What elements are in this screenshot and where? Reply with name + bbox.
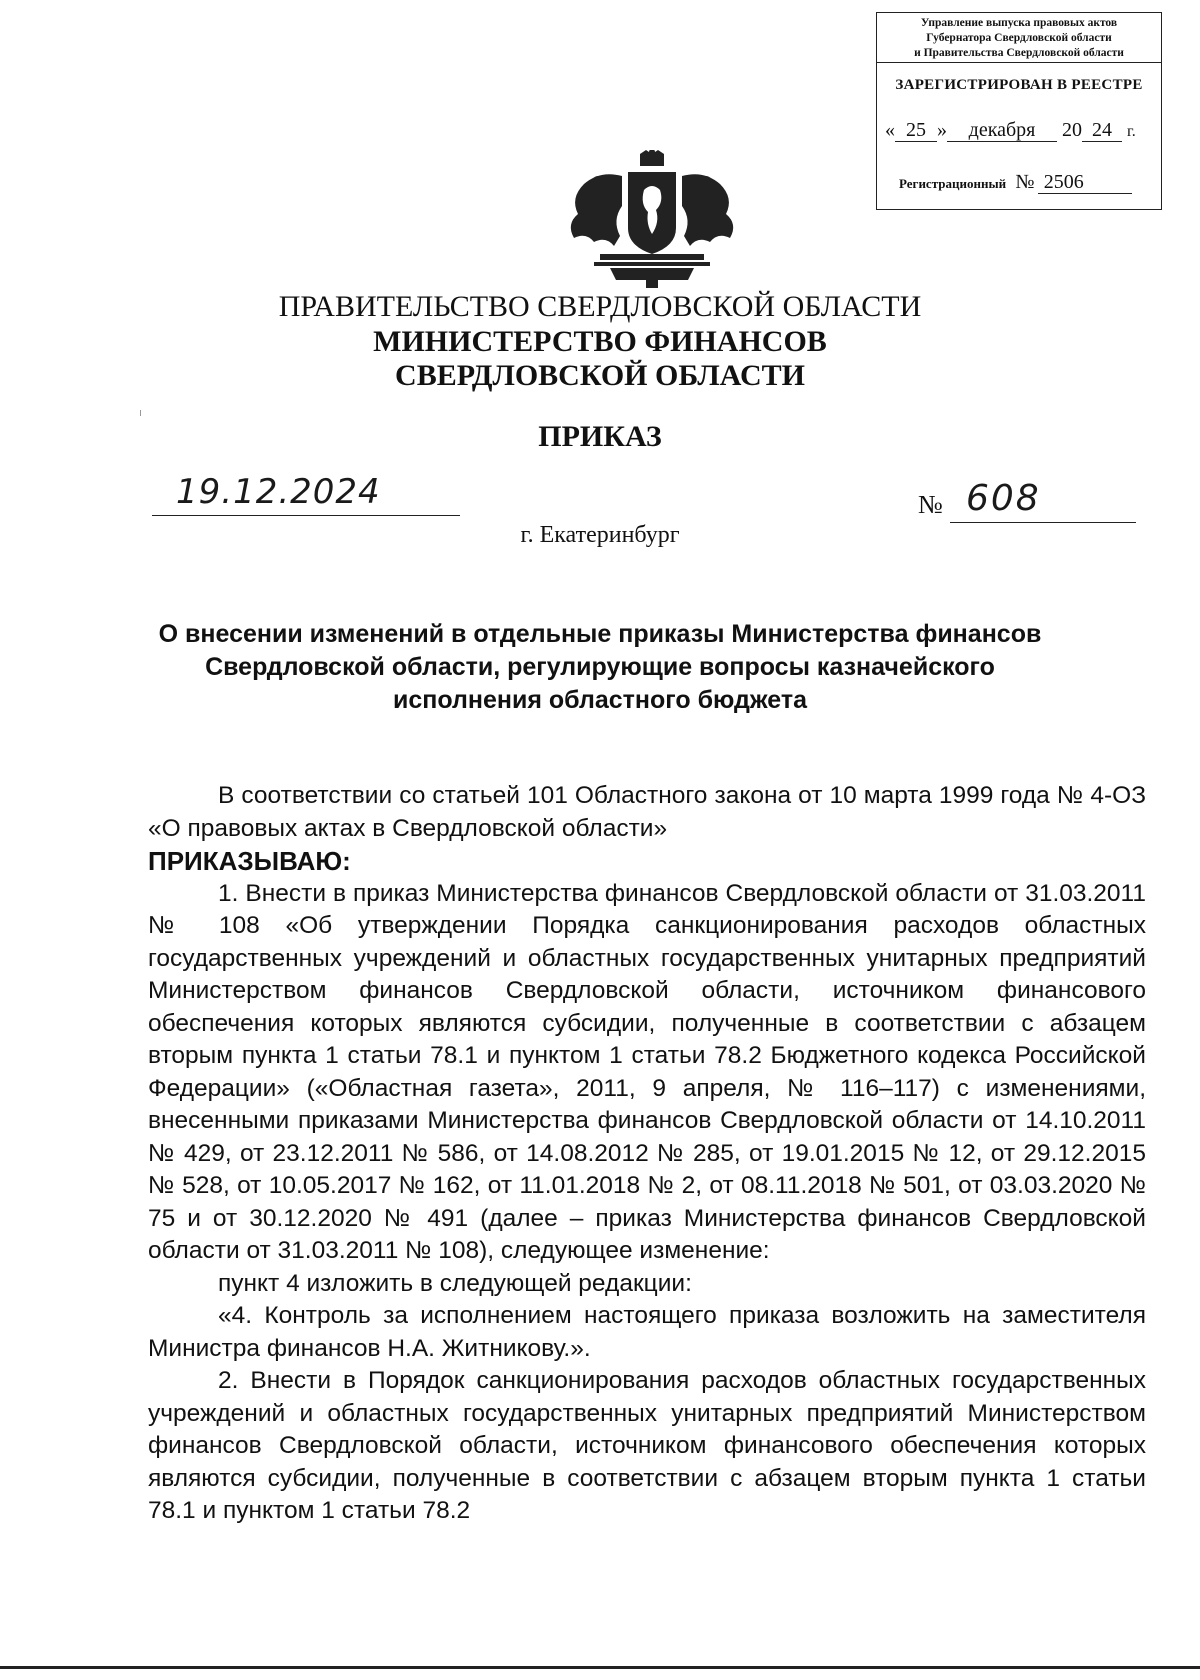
stamp-reg-number xyxy=(899,171,1132,194)
stamp-day: 25 xyxy=(895,119,937,142)
stamp-header-line: Управление выпуска правовых актов xyxy=(920,17,1118,29)
stamp-year-mark: г. xyxy=(1127,123,1136,140)
order-word: ПРИКАЗЫВАЮ: xyxy=(148,846,351,876)
ministry-heading-line2: СВЕРДЛОВСКОЙ ОБЛАСТИ xyxy=(395,359,805,392)
date-underline xyxy=(152,515,460,516)
item-1-quote: «4. Контроль за исполнением настоящего приказа возложить на заместителя Министра финансов Н.А. Житникову.». xyxy=(148,1302,1146,1362)
city: г. Екатеринбург xyxy=(520,522,680,548)
order-number: 608 xyxy=(966,478,1041,519)
stamp-header-line: Губернатора Свердловской области xyxy=(926,32,1112,44)
stamp-year-prefix: 20 xyxy=(1062,119,1082,141)
order-date: 19.12.2024 xyxy=(176,472,381,512)
stamp-reg-value: 2506 xyxy=(1038,171,1132,194)
document-title: О внесении изменений в отдельные приказы Министерства финансов Свердловской области, регулирующие вопросы казначейского исполнения областного бюджета xyxy=(158,620,1042,714)
registration-stamp xyxy=(876,12,1162,210)
stamp-month: декабря xyxy=(947,119,1057,142)
stamp-header-line: и Правительства Свердловской области xyxy=(914,47,1124,59)
item-1-paragraph: 1. Внести в приказ Министерства финансов Свердловской области от 31.03.2011 № 108 «Об утверждении Порядка санкционирования расходов областных государственных учреждений и областных государственных унитарных предприятий Министерством финансов Свердловской области, источником финансового обеспечения которых являются субсидии, полученные в соответствии с абзацем вторым пункта 1 статьи 78.1 и пунктом 1 статьи 78.2 Бюджетного кодекса Российской Федерации» («Областная газета», 2011, 9 апреля, № 116–117) с изменениями, внесенными приказами Министерства финансов Свердловской области от 14.10.2011 № 429, от 23.12.2011 № 586, от 14.08.2012 № 285, от 19.01.2015 № 12, от 29.12.2015 № 528, от 10.05.2017 № 162, от 11.01.2018 № 2, от 08.11.2018 № 501, от 03.03.2020 № 75 и от 30.12.2020 № 491 (далее – приказ Министерства финансов Свердловской области от 31.03.2011 № 108), следующее изменение: xyxy=(148,879,1146,1264)
preamble-paragraph: В соответствии со статьей 101 Областного закона от 10 марта 1999 года № 4-ОЗ «О правовых актах в Свердловской области» xyxy=(148,782,1146,842)
stamp-year-suffix: 24 xyxy=(1082,119,1122,142)
document-body xyxy=(148,780,1146,1528)
stamp-quote-close: » xyxy=(937,119,947,141)
margin-mark xyxy=(140,410,141,416)
item-2-paragraph: 2. Внести в Порядок санкционирования расходов областных государственных учреждений и областных государственных унитарных предприятий Министерством финансов Свердловской области, источником финансового обеспечения которых являются субсидии, полученные в соответствии с абзацем вторым пункта 1 статьи 78.1 и пунктом 1 статьи 78.2 xyxy=(148,1367,1146,1524)
ministry-heading-line1: МИНИСТЕРСТВО ФИНАНСОВ xyxy=(373,325,827,358)
page-bottom-edge xyxy=(0,1666,1200,1669)
government-heading: ПРАВИТЕЛЬСТВО СВЕРДЛОВСКОЙ ОБЛАСТИ xyxy=(278,290,922,323)
stamp-reg-label: Регистрационный xyxy=(899,176,1007,191)
item-1-subparagraph: пункт 4 изложить в следующей редакции: xyxy=(218,1269,692,1297)
document-type: ПРИКАЗ xyxy=(538,420,662,453)
stamp-quote-open: « xyxy=(885,119,895,141)
stamp-date xyxy=(885,119,1136,142)
stamp-registered-label: ЗАРЕГИСТРИРОВАН В РЕЕСТРЕ xyxy=(895,77,1143,93)
coat-of-arms-icon xyxy=(560,150,744,288)
stamp-header xyxy=(877,13,1161,63)
number-sign: № xyxy=(918,490,943,519)
stamp-reg-sign: № xyxy=(1015,171,1035,193)
